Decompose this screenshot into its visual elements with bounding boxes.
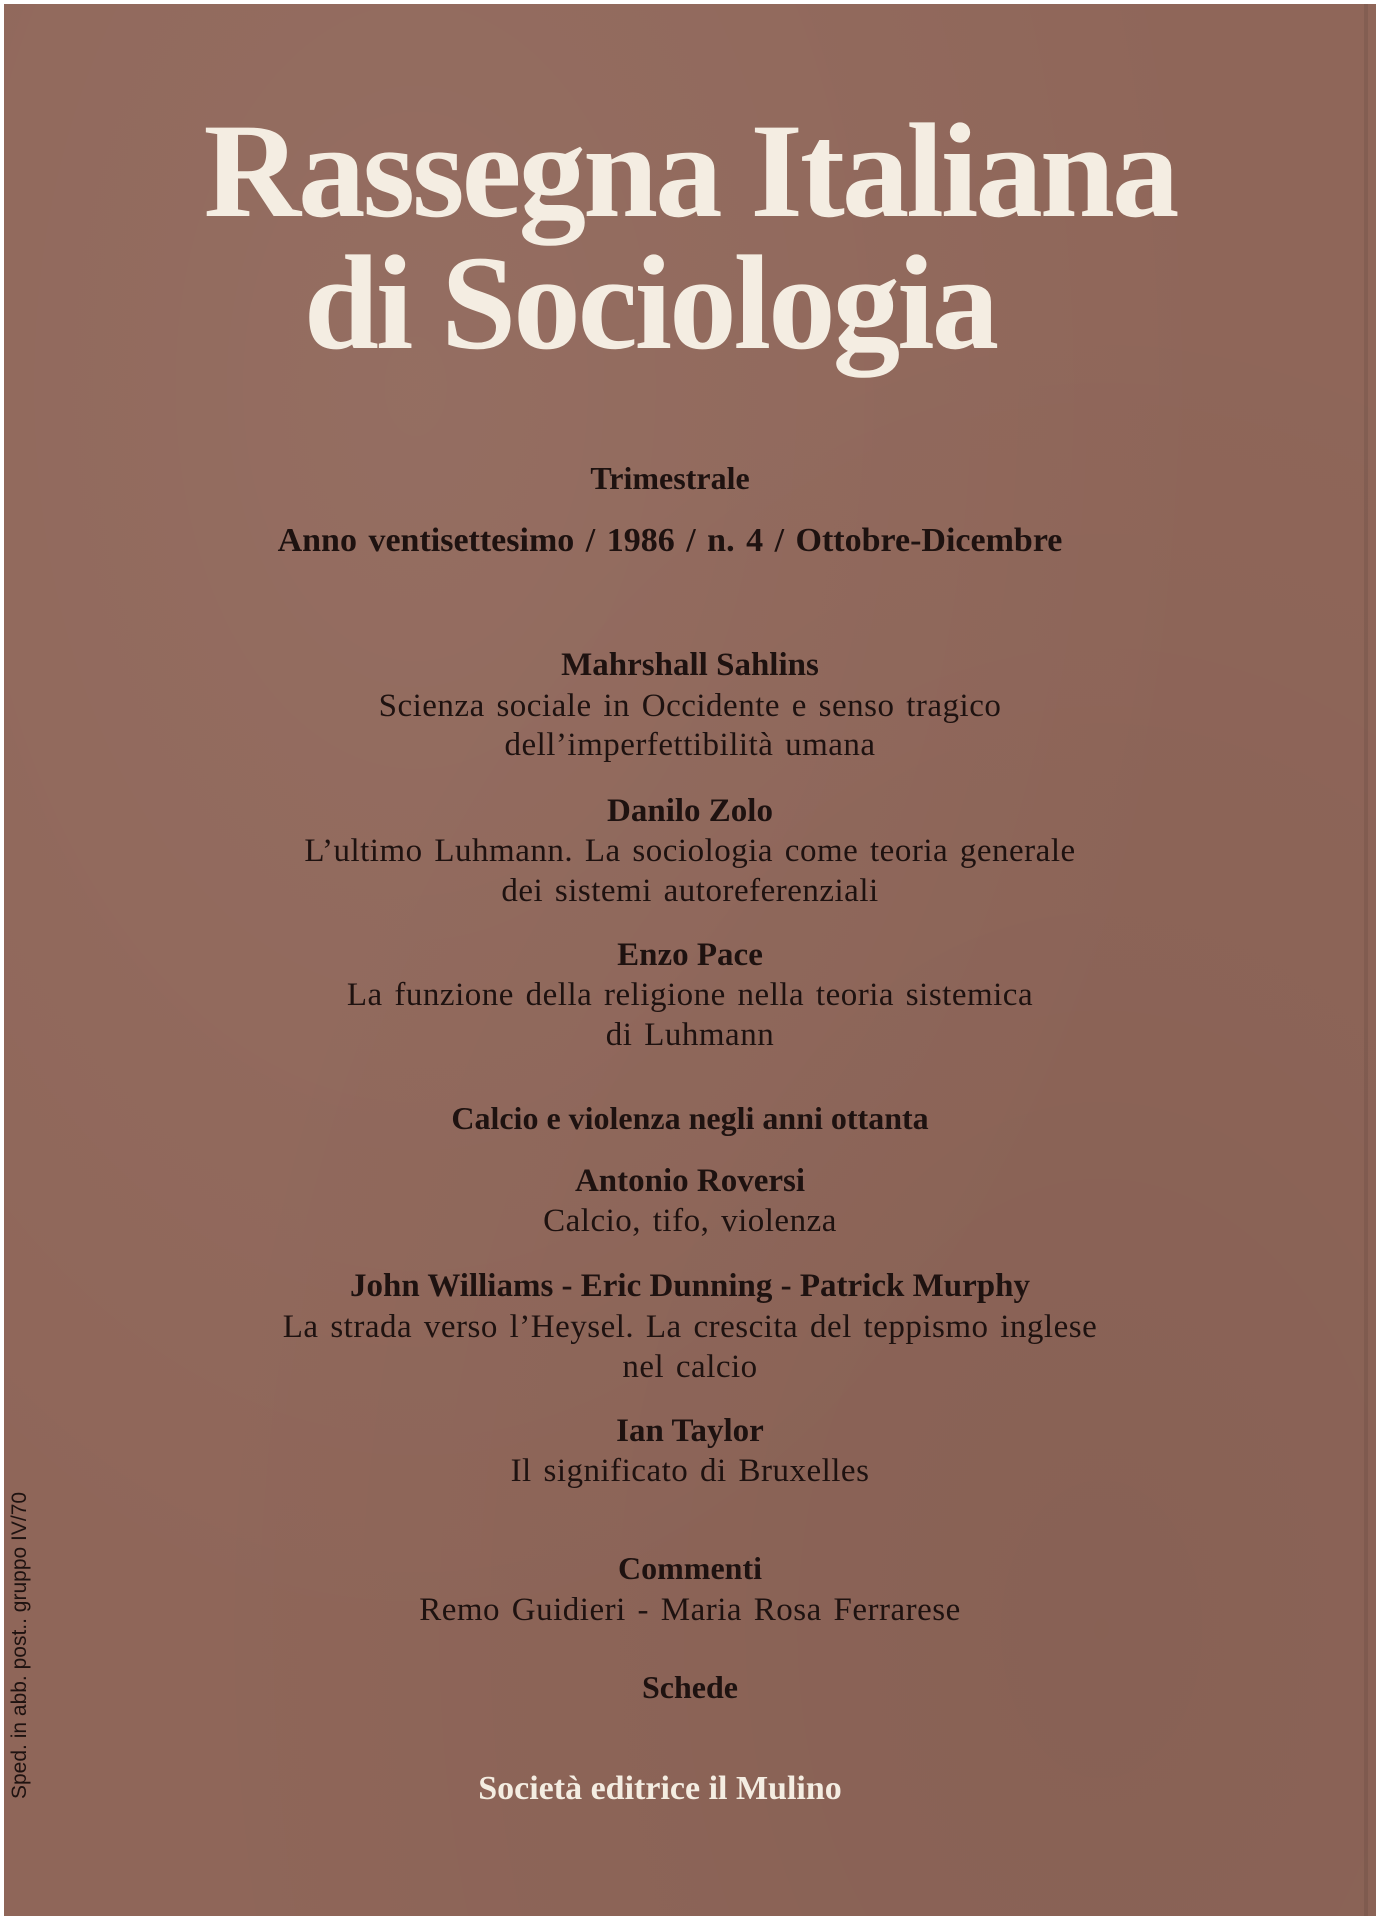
article-author: Mahrshall Sahlins (561, 647, 819, 683)
journal-cover (4, 4, 1376, 1916)
reviews-heading: Schede (642, 1669, 738, 1705)
journal-title-line-1: Rassegna Italiana (203, 97, 1177, 246)
journal-title-line-2: di Sociologia (303, 229, 997, 378)
article-title-line: L’ultimo Luhmann. La sociologia come teoria generale (304, 833, 1076, 869)
article-author: Enzo Pace (617, 937, 763, 973)
article-title-line: di Luhmann (605, 1017, 775, 1053)
article-title-line: La funzione della religione nella teoria sistemica (346, 977, 1034, 1013)
comments-authors: Remo Guidieri - Maria Rosa Ferrarese (419, 1592, 961, 1628)
section-heading: Calcio e violenza negli anni ottanta (451, 1100, 929, 1136)
issue-line: Anno ventisettesimo / 1986 / n. 4 / Ottobre-Dicembre (277, 522, 1063, 559)
article-title-line: Calcio, tifo, violenza (543, 1203, 837, 1239)
publisher-name: Società editrice il Mulino (478, 1770, 842, 1807)
article-title-line: nel calcio (622, 1349, 758, 1385)
article-title-line: dei sistemi autoreferenziali (501, 873, 879, 909)
postal-note: Sped. in abb. post.. gruppo IV/70 (8, 1491, 31, 1799)
comments-heading: Commenti (618, 1550, 762, 1586)
article-author: Antonio Roversi (574, 1163, 806, 1199)
article-title-line: Scienza sociale in Occidente e senso tragico (378, 688, 1002, 724)
article-title-line: La strada verso l’Heysel. La crescita del teppismo inglese (282, 1309, 1098, 1345)
article-title-line: dell’imperfettibilità umana (504, 727, 876, 763)
publication-frequency: Trimestrale (590, 460, 750, 496)
article-author: Ian Taylor (616, 1413, 764, 1449)
article-author: John Williams - Eric Dunning - Patrick Murphy (350, 1268, 1030, 1304)
article-title-line: Il significato di Bruxelles (510, 1453, 870, 1489)
article-author: Danilo Zolo (607, 793, 773, 829)
